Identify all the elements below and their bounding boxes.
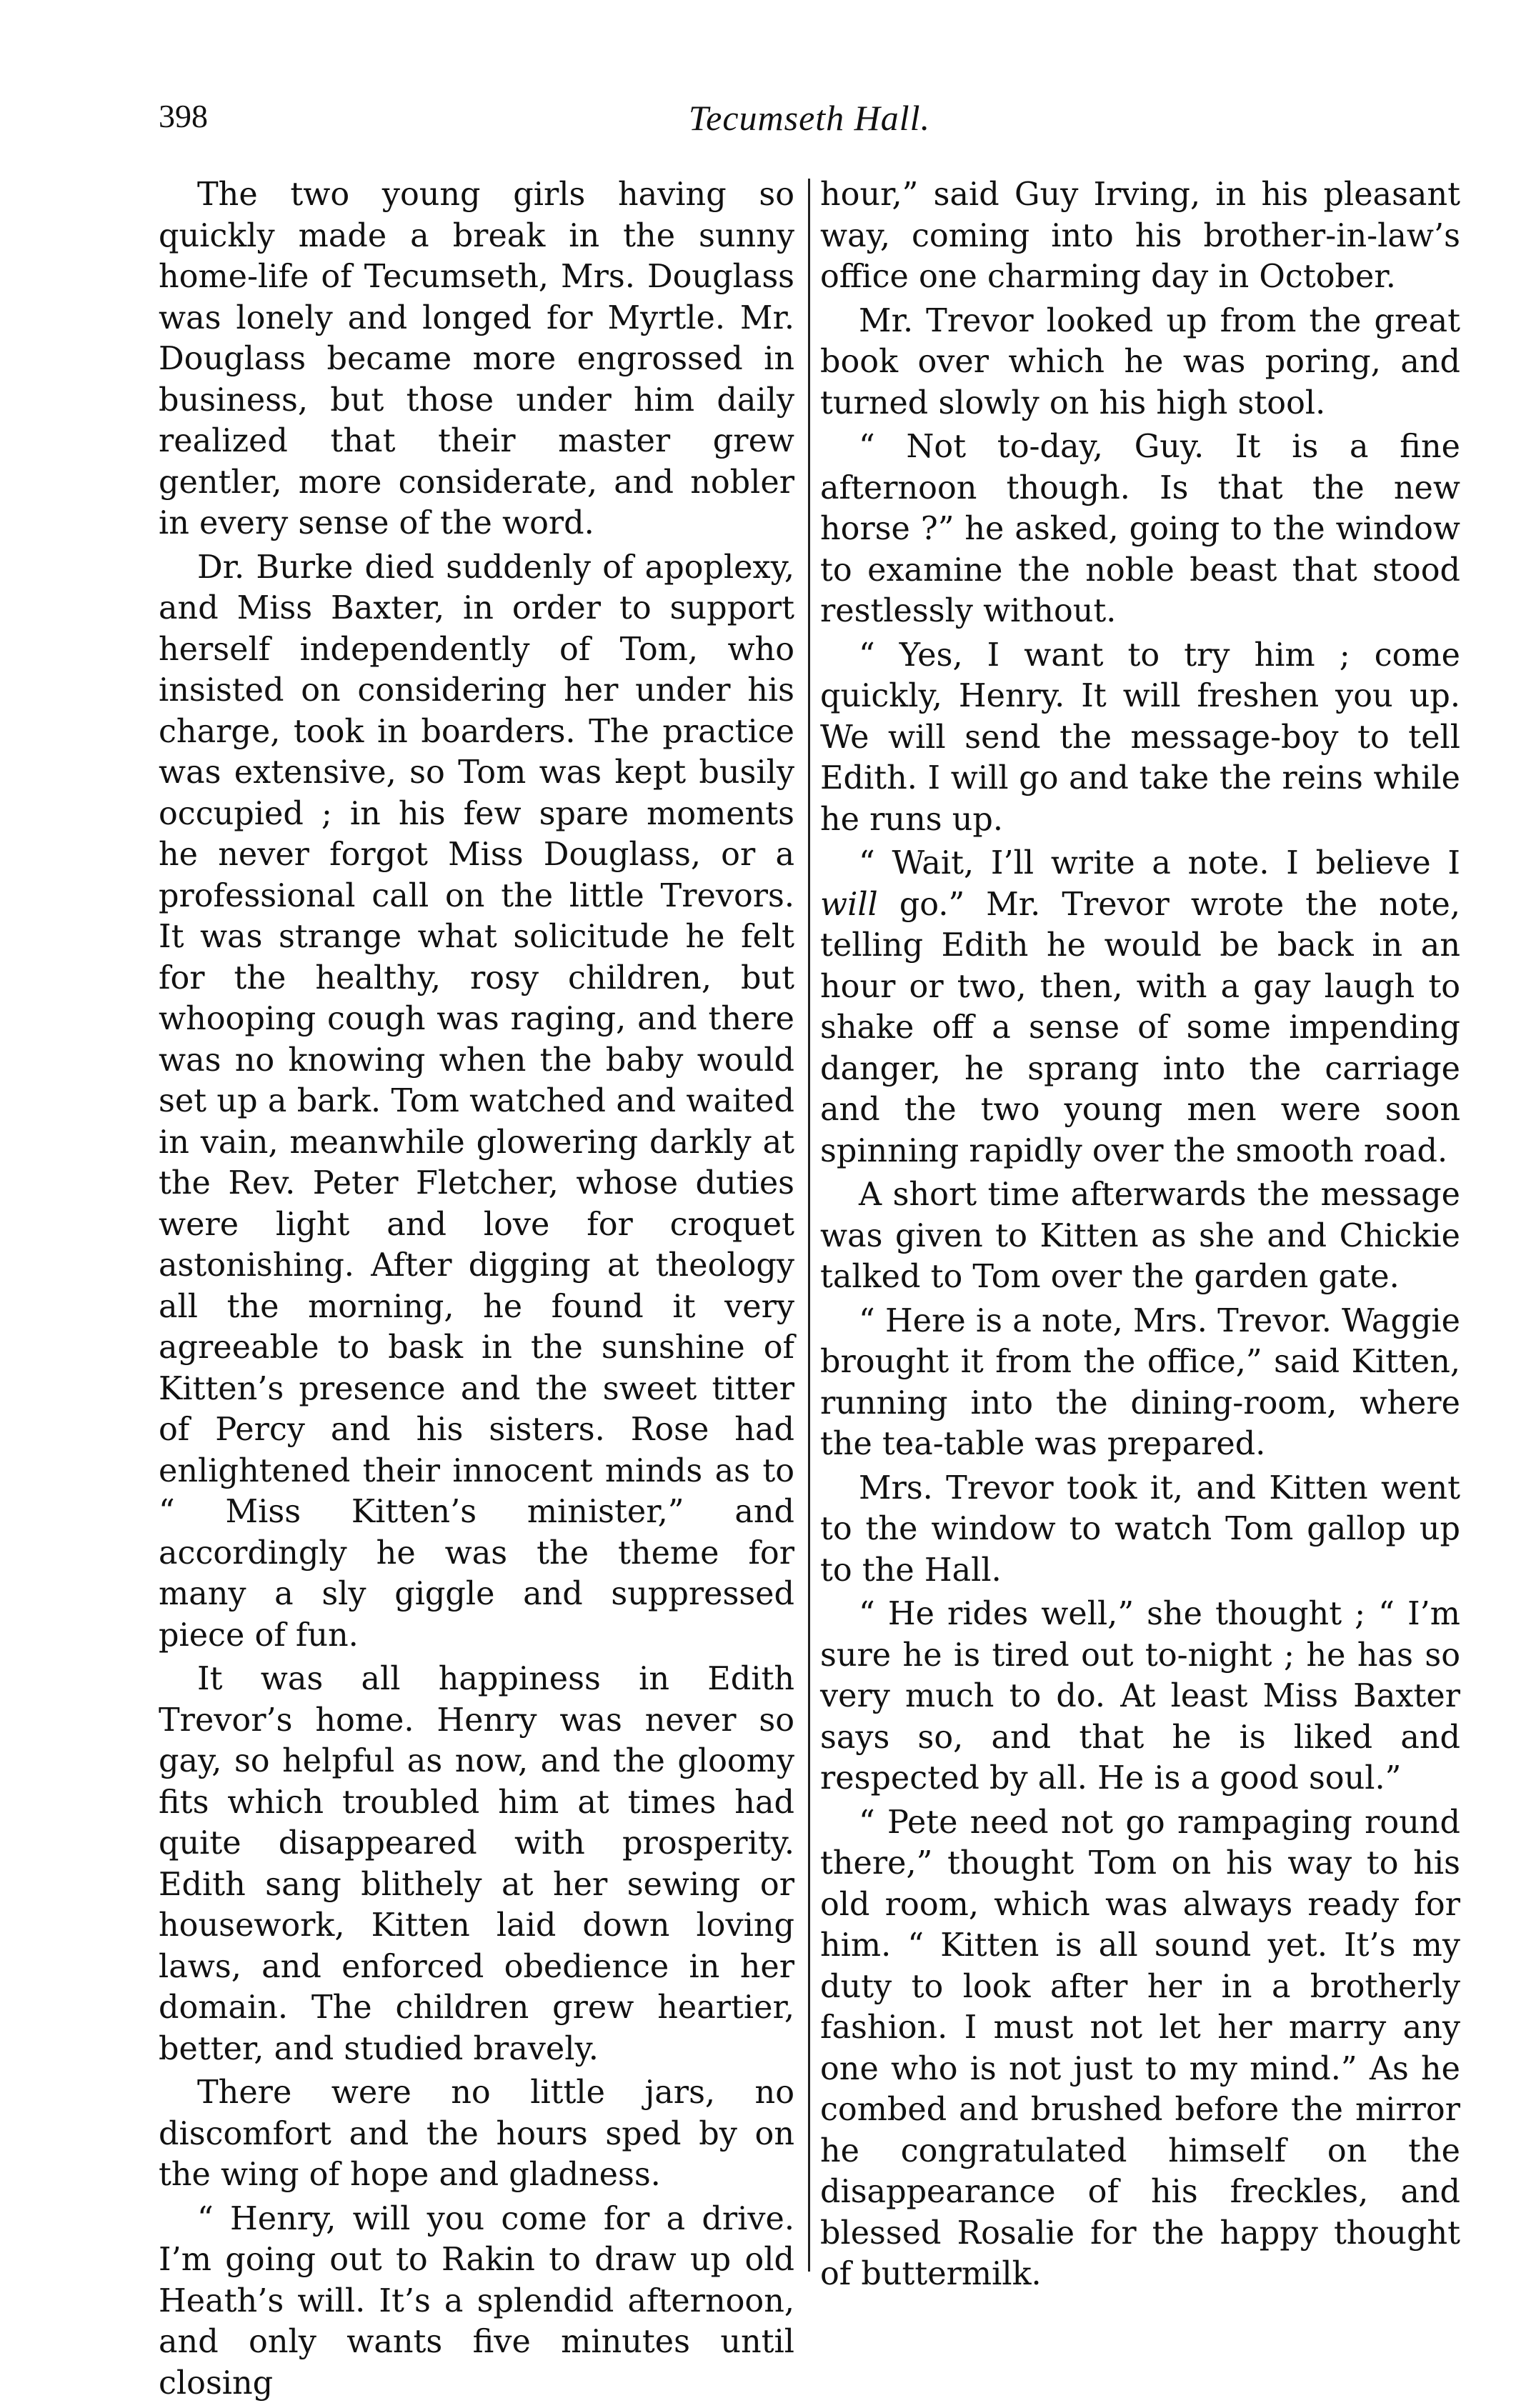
paragraph: “ Not to-day, Guy. It is a fine afternoon though. Is that the new horse ?” he asked, going to the window to examine the noble beast that stood restlessly without.: [820, 429, 1460, 629]
paragraph: Mr. Trevor looked up from the great book over which he was poring, and turned slowly on his high stool.: [820, 302, 1460, 421]
italic-text: will: [820, 886, 878, 923]
paragraph: It was all happiness in Edith Trevor’s home. Henry was never so gay, so helpful as now, and the gloomy fits which troubled him at times had quite disappeared with prosperity. Edith sang blithely at her sewing or housework, Kitten laid down loving laws, and enforced obedience in her domain. The children grew heartier, better, and studied bravely.: [159, 1661, 794, 2067]
left-column: [159, 174, 794, 2407]
paragraph: “ Here is a note, Mrs. Trevor. Waggie brought it from the office,” said Kitten, running into the dining-room, where the tea-table was prepared.: [820, 1302, 1460, 1462]
page-header: [159, 97, 1460, 147]
text-run: “ Wait, I’ll write a note. I believe I: [859, 845, 1460, 881]
column-divider: [808, 179, 810, 2272]
paragraph: Mrs. Trevor took it, and Kitten went to the window to watch Tom gallop up to the Hall.: [820, 1469, 1460, 1589]
paragraph: hour,” said Guy Irving, in his pleasant way, coming into his brother-in-law’s office one charming day in October.: [820, 176, 1460, 295]
right-column: [820, 174, 1460, 2298]
page-number: 398: [159, 98, 208, 134]
running-title: Tecumseth Hall.: [688, 98, 931, 138]
paragraph: Dr. Burke died suddenly of apoplexy, and Miss Baxter, in order to support herself independently of Tom, who insisted on considering her under his charge, took in boarders. The practice was extensive, so Tom was kept busily occupied ; in his few spare moments he never forgot Miss Douglass, or a professional call on the little Trevors. It was strange what solicitude he felt for the healthy, rosy children, but whooping cough was raging, and there was no knowing when the baby would set up a bark. Tom watched and waited in vain, meanwhile glowering darkly at the Rev. Peter Fletcher, whose duties were light and love for croquet astonishing. After digging at theology all the morning, he found it very agreeable to bask in the sunshine of Kitten’s presence and the sweet titter of Percy and his sisters. Rose had enlightened their innocent minds as to “ Miss Kitten’s minister,” and accordingly he was the theme for many a sly giggle and suppressed piece of fun.: [159, 549, 794, 1654]
paragraph: “ He rides well,” she thought ; “ I’m sure he is tired out to-night ; he has so very much to do. At least Miss Baxter says so, and that he is liked and respected by all. He is a good soul.”: [820, 1596, 1460, 1797]
paragraph: The two young girls having so quickly made a break in the sunny home-life of Tecumseth, Mrs. Douglass was lonely and longed for Myrtle. Mr. Douglass became more engrossed in business, but those under him daily realized that their master grew gentler, more considerate, and nobler in every sense of the word.: [159, 176, 794, 541]
paragraph: [820, 843, 1460, 1171]
paragraph: “ Pete need not go rampaging round there,” thought Tom on his way to his old room, which was always ready for him. “ Kitten is all sound yet. It’s my duty to look after her in a brotherly fashion. I must not let her marry any one who is not just to my mind.” As he combed and brushed before the mirror he congratulated himself on the disappearance of his freckles, and blessed Rosalie for the happy thought of buttermilk.: [820, 1804, 1460, 2292]
paragraph: There were no little jars, no discomfort and the hours sped by on the wing of hope and gladness.: [159, 2074, 794, 2193]
text-run: go.” Mr. Trevor wrote the note, telling Edith he would be back in an hour or two, then, with a gay laugh to shake off a sense of some impending danger, he sprang into the carriage and the two young men were soon spinning rapidly over the smooth road.: [820, 886, 1460, 1169]
paragraph: “ Henry, will you come for a drive. I’m going out to Rakin to draw up old Heath’s will. It’s a splendid afternoon, and only wants five minutes until closing: [159, 2200, 794, 2402]
paragraph: “ Yes, I want to try him ; come quickly, Henry. It will freshen you up. We will send the message-boy to tell Edith. I will go and take the reins while he runs up.: [820, 636, 1460, 838]
paragraph: A short time afterwards the message was given to Kitten as she and Chickie talked to Tom over the garden gate.: [820, 1176, 1460, 1295]
